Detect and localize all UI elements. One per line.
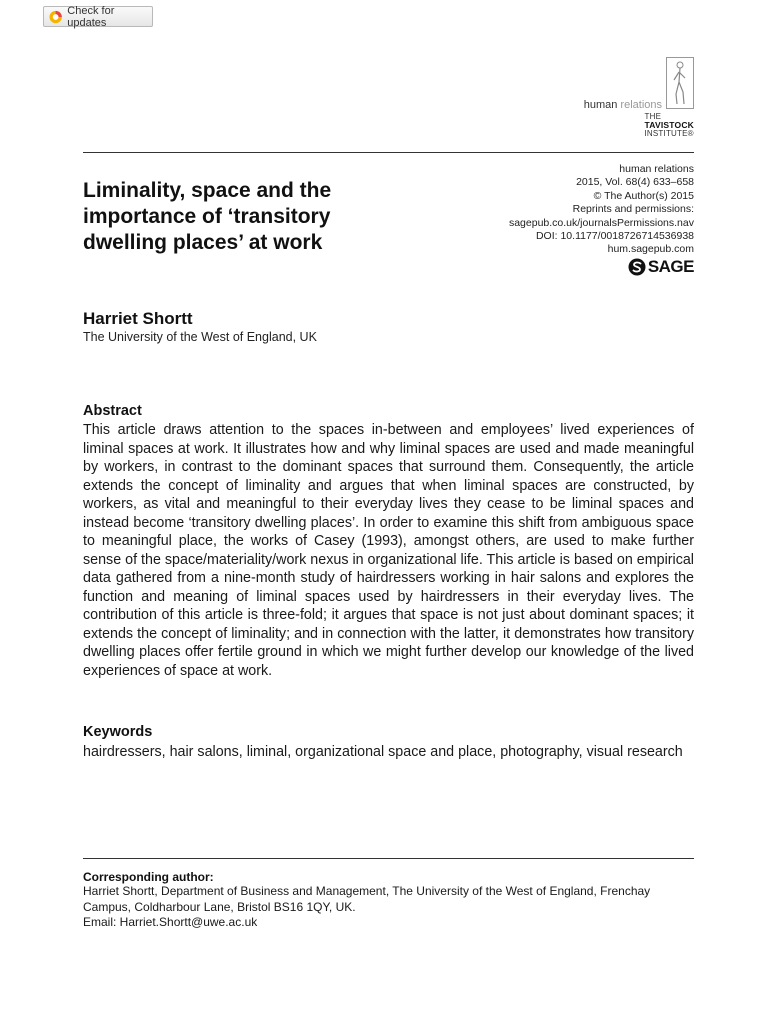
check-for-updates-button[interactable] bbox=[43, 6, 153, 27]
journal-logo bbox=[584, 57, 694, 137]
sage-logo bbox=[628, 257, 694, 277]
meta-reprints: Reprints and permissions: bbox=[572, 203, 694, 216]
corresponding-author-heading: Corresponding author: bbox=[83, 870, 214, 884]
corresponding-author-address: Harriet Shortt, Department of Business and Management, The University of the West of England, Frenchay Campus, Coldharbour Lane, Bristol BS16 1QY, UK. bbox=[83, 884, 651, 914]
corresponding-author-email[interactable]: Email: Harriet.Shortt@uwe.ac.uk bbox=[83, 915, 258, 929]
abstract-heading: Abstract bbox=[83, 403, 142, 419]
author-affiliation: The University of the West of England, UK bbox=[83, 330, 317, 344]
meta-volume: 2015, Vol. 68(4) 633–658 bbox=[576, 176, 694, 189]
meta-permissions-link[interactable]: sagepub.co.uk/journalsPermissions.nav bbox=[508, 216, 694, 229]
corresponding-author-details bbox=[83, 884, 694, 931]
meta-journal-name: human relations bbox=[619, 163, 694, 175]
sage-wordmark: SAGE bbox=[647, 257, 694, 276]
journal-name: human relations bbox=[583, 99, 662, 111]
article-title: Liminality, space and the importance of ‘transitory dwelling places’ at work bbox=[83, 179, 332, 254]
keywords-heading: Keywords bbox=[83, 724, 153, 740]
journal-figure-logo bbox=[666, 57, 694, 109]
check-updates-icon bbox=[49, 10, 62, 24]
header-divider bbox=[83, 152, 694, 153]
sage-s-icon bbox=[628, 258, 646, 276]
meta-doi[interactable]: DOI: 10.1177/0018726714536938 bbox=[535, 230, 694, 243]
meta-copyright: © The Author(s) 2015 bbox=[593, 189, 694, 202]
author-name: Harriet Shortt bbox=[83, 309, 193, 328]
check-updates-label: Check for updates bbox=[67, 4, 115, 29]
tavistock-institute-logo: THE TAVISTOCK INSTITUTE® bbox=[644, 112, 694, 138]
meta-website[interactable]: hum.sagepub.com bbox=[607, 243, 694, 256]
abstract-text: This article draws attention to the spaces in-between and employees’ lived experiences of liminal spaces at work. It illustrates how and why liminal spaces are used and made meaningful by workers, in contrast to the dominant spaces that surround them. Consequently, the article extends the concept of liminality and argues that when liminal spaces are constructed, by workers, as vital and meaningful to their everyday lives they cease to be liminal spaces and instead become ‘transitory dwelling places’. In order to examine this shift from ambiguous space to meaningful place, the works of Casey (1993), amongst others, are used to make further sense of the space/materiality/work nexus in organizational life. This article is based on empirical data gathered from a nine-month study of hairdressers working in hair salons and explores the function and meaning of liminal spaces used by hairdressers in their everyday lives. The contribution of this article is three-fold; it argues that space is not just about dominant spaces; it extends the concept of liminality; and in connection with the latter, it demonstrates how transitory dwelling places offer fertile ground in which we might further develop our knowledge of the lived experiences of space at work. bbox=[83, 422, 694, 679]
keywords-text: hairdressers, hair salons, liminal, organizational space and place, photography, visual research bbox=[83, 744, 683, 760]
footnote-divider bbox=[83, 858, 694, 859]
journal-metadata bbox=[434, 163, 694, 257]
human-figure-icon bbox=[667, 58, 693, 108]
